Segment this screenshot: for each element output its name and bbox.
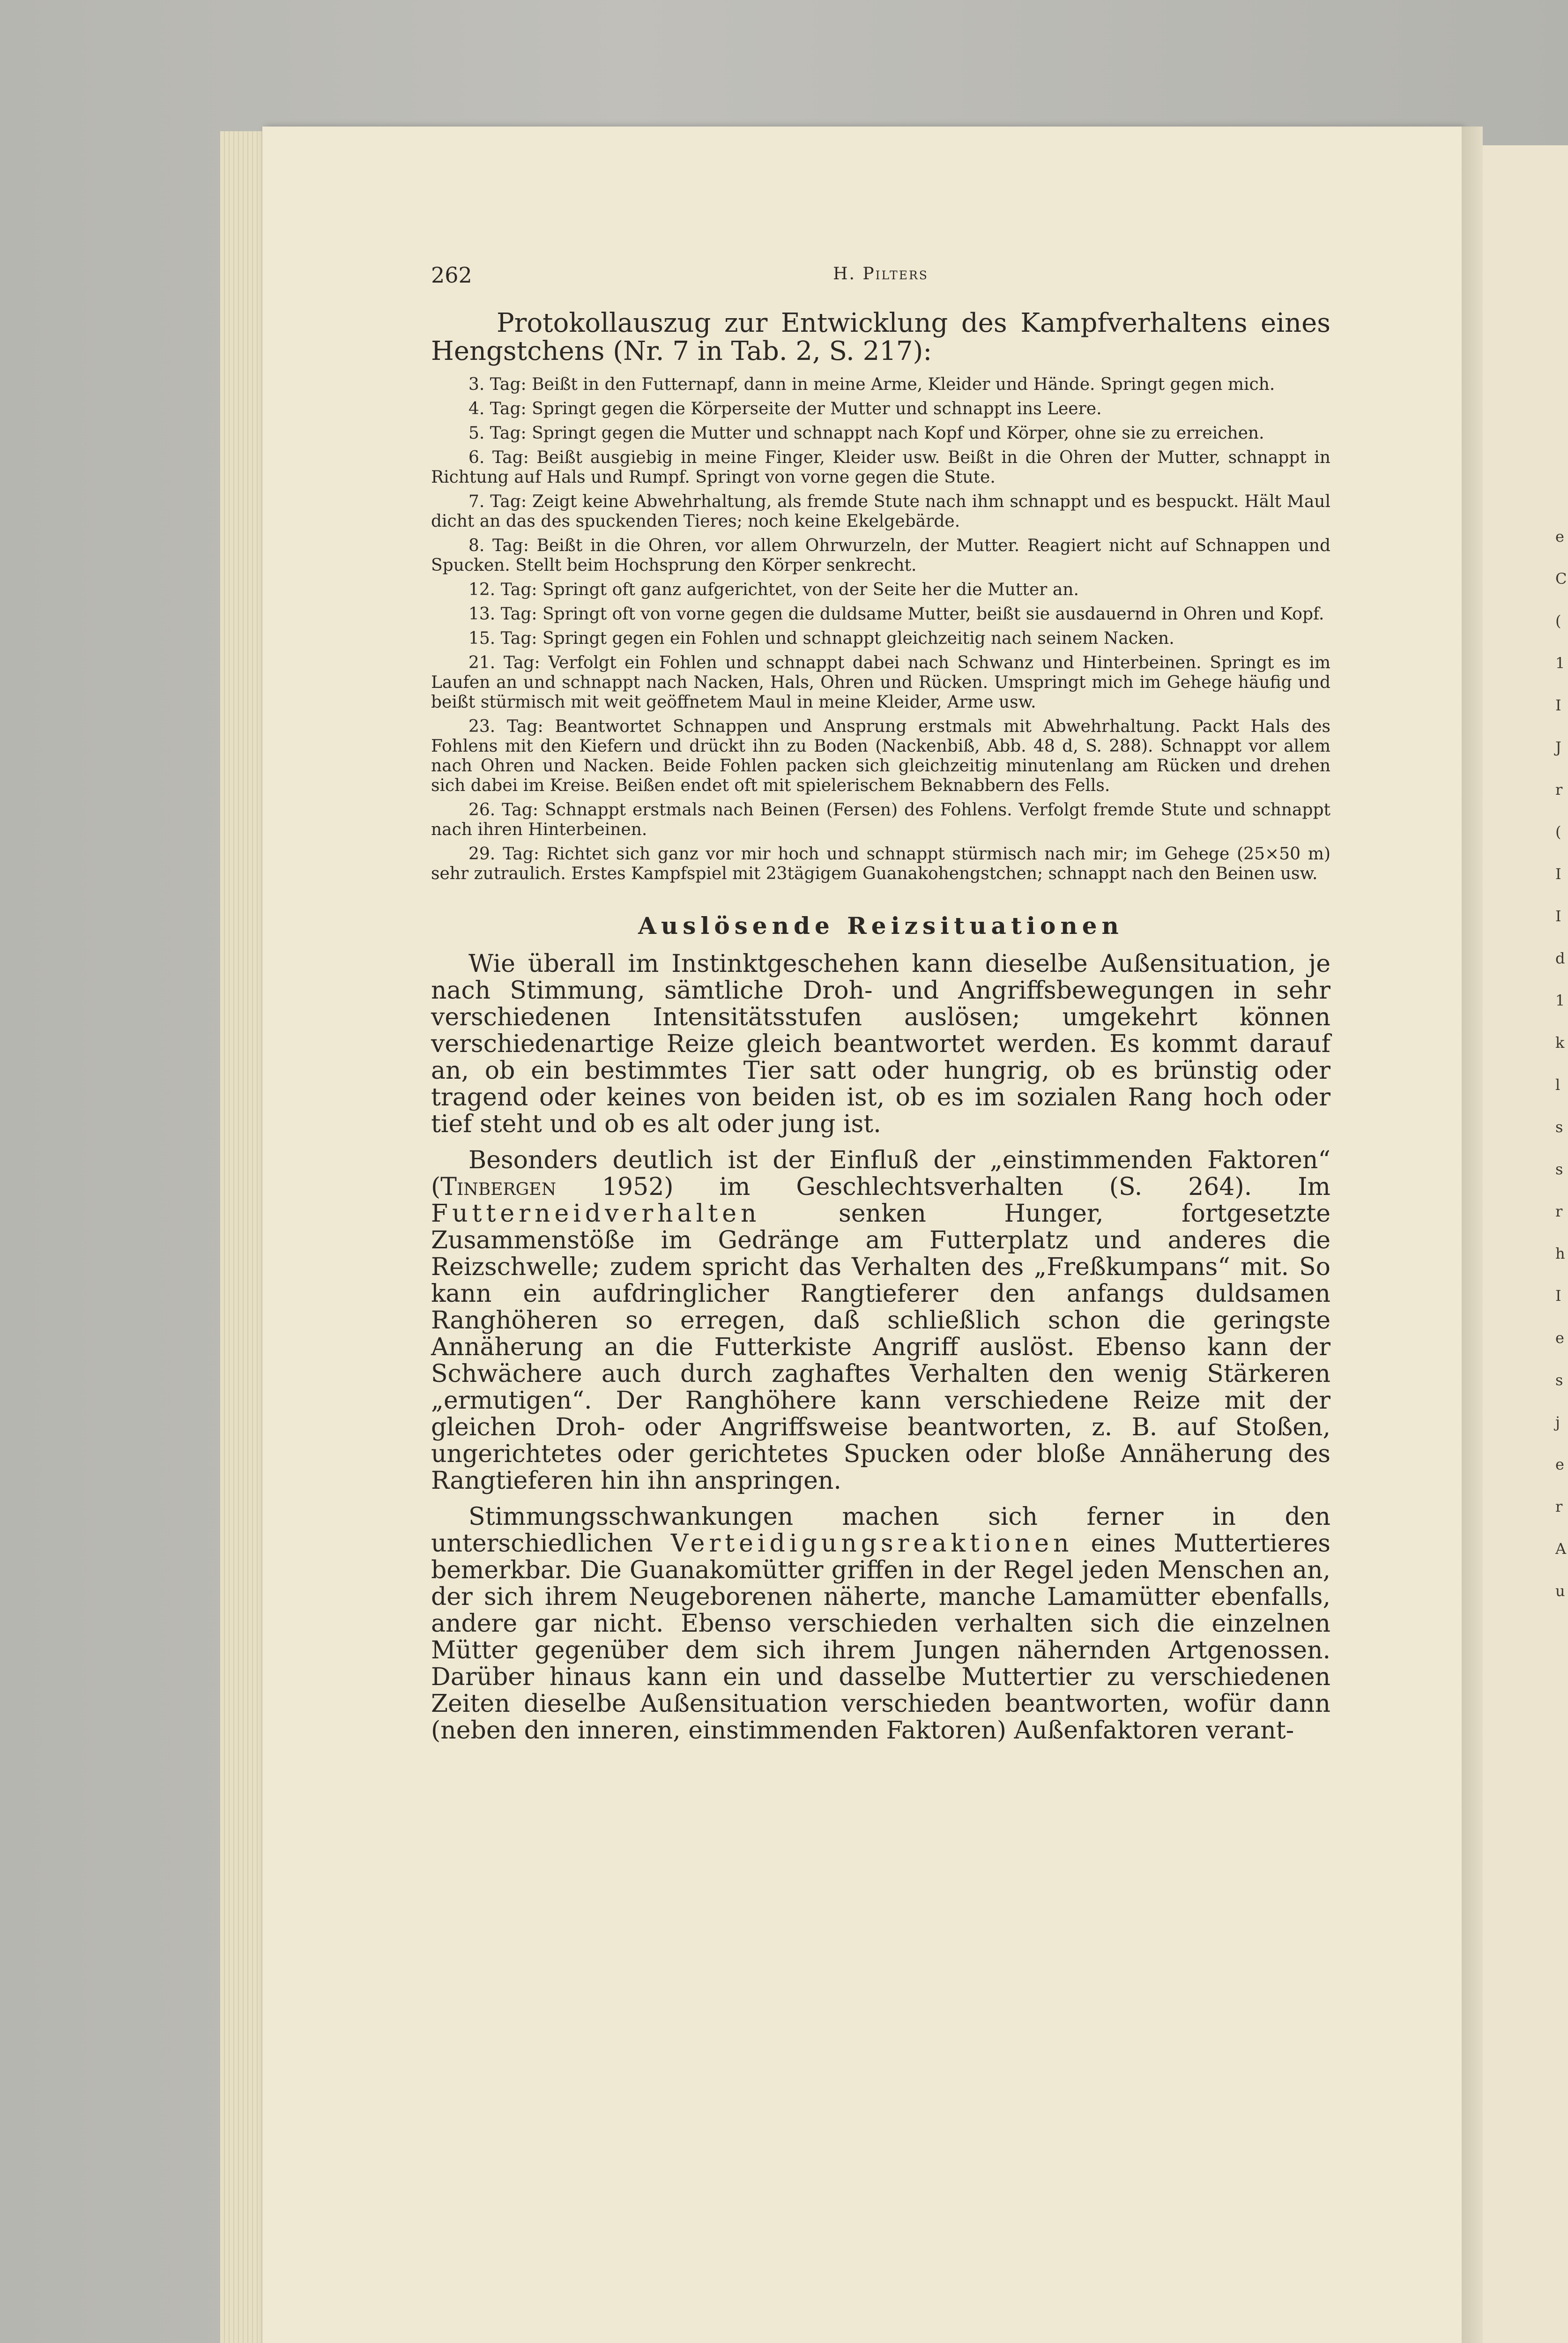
- margin-glyph: 1: [1555, 654, 1565, 672]
- margin-glyph: A: [1555, 1540, 1567, 1558]
- text-run: eines Muttertieres bemerkbar. Die Guanakomütter griffen in der Regel jeden Menschen an, der sich ihrem Neugeborenen näherte, manche Lamamütter ebenfalls, andere gar nicht. Ebenso verschieden verhalten sich die einzelnen Mütter gegenüber dem sich ihrem Jungen nähernden Artgenossen. Darüber hinaus kann ein und dasselbe Muttertier zu verschiedenen Zeiten dieselbe Außensituation verschieden beantworten, wofür dann (neben den inneren, einstimmenden Faktoren) Außenfaktoren verant-: [431, 1530, 1330, 1745]
- margin-glyph: e: [1555, 1329, 1564, 1347]
- margin-glyph: s: [1555, 1160, 1563, 1178]
- margin-glyph: k: [1555, 1034, 1565, 1052]
- margin-glyph: h: [1555, 1245, 1565, 1262]
- text-run: senken Hunger, fortgesetzte Zusammenstöße im Gedränge am Futterplatz und anderes die Reizschwelle; zudem spricht das Verhalten des „Freßkumpans“ mit. So kann ein aufdringlicher Rangtieferer den anfangs duldsamen Ranghöheren so erregen, daß schließlich schon die geringste Annäherung an die Futterkiste Angriff auslöst. Ebenso kann der Schwächere auch durch zaghaftes Verhalten den wenig Stärkeren „ermutigen“. Der Ranghöhere kann verschiedene Reize mit der gleichen Droh- oder Angriffsweise beantworten, z. B. auf Stoßen, ungerichtetes oder gerichtetes Spucken oder bloße Annäherung des Rangtieferen hin ihn anspringen.: [431, 1200, 1330, 1495]
- page-body: [431, 309, 1330, 1754]
- protocol-entry: 6. Tag: Beißt ausgiebig in meine Finger, Kleider usw. Beißt in die Ohren der Mutter, schnappt in Richtung auf Hals und Rumpf. Springt von vorne gegen die Stute.: [431, 448, 1330, 487]
- margin-glyph: e: [1555, 1455, 1564, 1473]
- margin-glyph: C: [1555, 570, 1567, 588]
- margin-glyph: l: [1555, 1076, 1561, 1094]
- protocol-intro: Protokollauszug zur Entwicklung des Kampfverhaltens eines Hengstchens (Nr. 7 in Tab. 2, S. 217):: [431, 308, 1330, 366]
- margin-glyph: s: [1555, 1371, 1563, 1389]
- protocol-entry: 3. Tag: Beißt in den Futternapf, dann in meine Arme, Kleider und Hände. Springt gegen mich.: [468, 375, 1275, 394]
- margin-glyph: s: [1555, 1118, 1563, 1136]
- protocol-entry: 15. Tag: Springt gegen ein Fohlen und schnappt gleichzeitig nach seinem Nacken.: [468, 629, 1174, 648]
- margin-glyph: r: [1555, 781, 1563, 798]
- paragraph-2: [431, 1147, 1330, 1494]
- book-gutter: [1462, 127, 1483, 2343]
- margin-glyph: d: [1555, 949, 1565, 967]
- citation: Tinbergen: [440, 1173, 557, 1201]
- text-run: Besonders deutlich ist der Einfluß der „einstimmenden Faktoren“ (: [431, 1146, 1330, 1201]
- protocol-entry: 21. Tag: Verfolgt ein Fohlen und schnappt dabei nach Schwanz und Hinterbeinen. Springt es im Laufen an und schnappt nach Nacken, Hals, Ohren und Rücken. Umspringt mich im Gehege häufig und beißt stürmisch mit weit geöffnetem Maul in meine Kleider, Arme usw.: [431, 653, 1330, 712]
- margin-glyph: I: [1555, 907, 1561, 925]
- margin-glyph: I: [1555, 865, 1561, 883]
- margin-glyph: 1: [1555, 992, 1565, 1009]
- protocol-entry: 12. Tag: Springt oft ganz aufgerichtet, von der Seite her die Mutter an.: [468, 580, 1079, 599]
- protocol-entry: 4. Tag: Springt gegen die Körperseite der Mutter und schnappt ins Leere.: [468, 399, 1102, 418]
- margin-glyph: (: [1555, 612, 1561, 630]
- protocol-entry: 5. Tag: Springt gegen die Mutter und schnappt nach Kopf und Körper, ohne sie zu erreichen.: [468, 424, 1264, 443]
- margin-glyph: r: [1555, 1202, 1563, 1220]
- margin-glyph: I: [1555, 1287, 1561, 1305]
- spaced-term: Verteidigungsreaktionen: [670, 1530, 1073, 1558]
- protocol-entry: 29. Tag: Richtet sich ganz vor mir hoch und schnappt stürmisch nach mir; im Gehege (25×50 m) sehr zutraulich. Erstes Kampfspiel mit 23tägigem Guanakohengstchen; schnappt nach den Beinen usw.: [431, 844, 1330, 883]
- margin-glyph: r: [1555, 1498, 1563, 1515]
- margin-glyph: u: [1555, 1582, 1565, 1600]
- section-heading: Auslösende Reizsituationen: [638, 912, 1123, 940]
- margin-glyph: J: [1555, 739, 1561, 756]
- text-run: Stimmungsschwankungen machen sich ferner in den unterschiedlichen: [431, 1503, 1330, 1558]
- protocol-entries: [431, 375, 1330, 884]
- protocol-entry: 8. Tag: Beißt in die Ohren, vor allem Ohrwurzeln, der Mutter. Reagiert nicht auf Schnappen und Spucken. Stellt beim Hochsprung den Körper senkrecht.: [431, 536, 1330, 575]
- protocol-entry: 23. Tag: Beantwortet Schnappen und Ansprung erstmals mit Abwehrhaltung. Packt Hals des Fohlens mit den Kiefern und drückt ihn zu Boden (Nackenbiß, Abb. 48 d, S. 288). Schnappt vor allem nach Ohren und Nacken. Beide Fohlen packen sich gleichzeitig minutenlang am Rücken und drehen sich dabei im Kreise. Beißen endet oft mit spielerischem Beknabbern des Fells.: [431, 717, 1330, 795]
- page-number: 262: [431, 262, 472, 288]
- paragraph-1: Wie überall im Instinktgeschehen kann dieselbe Außensituation, je nach Stimmung, sämtliche Droh- und Angriffsbewegungen in sehr verschiedenen Intensitätsstufen auslösen; umgekehrt können verschiedenartige Reize gleich beantwortet werden. Es kommt darauf an, ob ein bestimmtes Tier satt oder hungrig, ob es brünstig oder tragend oder keines von beiden ist, ob es im sozialen Rang hoch oder tief steht und ob es alt oder jung ist.: [431, 950, 1330, 1138]
- text-run: 1952) im Geschlechtsverhalten (S. 264). Im: [556, 1173, 1330, 1201]
- protocol-entry: 7. Tag: Zeigt keine Abwehrhaltung, als fremde Stute nach ihm schnappt und es bespuckt. Hält Maul dicht an das des spuckenden Tieres; noch keine Ekelgebärde.: [431, 492, 1330, 531]
- margin-glyph: (: [1555, 823, 1561, 841]
- margin-glyph: I: [1555, 696, 1561, 714]
- margin-glyph: j: [1555, 1413, 1560, 1431]
- margin-glyph: e: [1555, 528, 1564, 545]
- running-head-author: H. Pilters: [833, 264, 929, 284]
- protocol-entry: 13. Tag: Springt oft von vorne gegen die duldsame Mutter, beißt sie ausdauernd in Ohren und Kopf.: [468, 604, 1324, 624]
- paragraph-3: [431, 1504, 1330, 1744]
- protocol-entry: 26. Tag: Schnappt erstmals nach Beinen (Fersen) des Fohlens. Verfolgt fremde Stute und schnappt nach ihren Hinterbeinen.: [431, 800, 1330, 839]
- spaced-term: Futterneidverhalten: [431, 1200, 761, 1228]
- right-page-margin-text: [1555, 515, 1568, 1612]
- running-header: [431, 262, 1330, 295]
